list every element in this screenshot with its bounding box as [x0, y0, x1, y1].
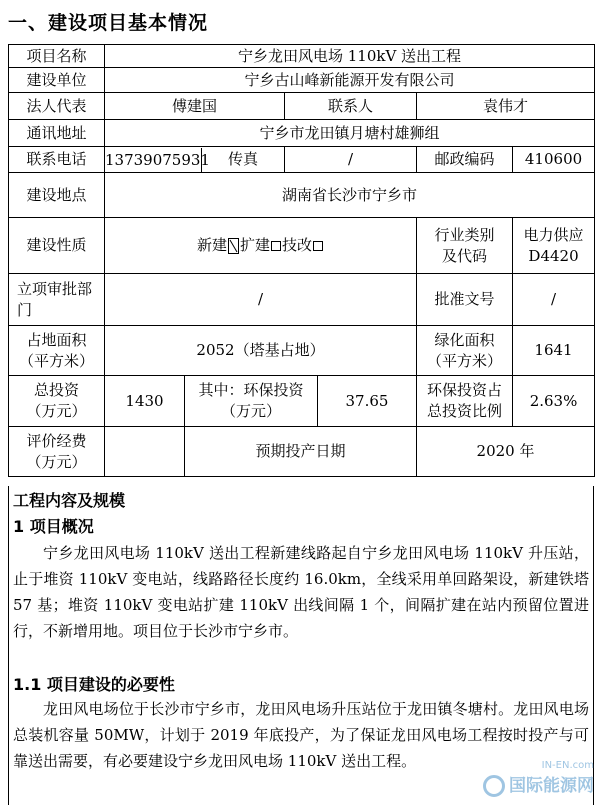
overview-paragraph: 宁乡龙田风电场 110kV 送出工程新建线路起自宁乡龙田风电场 110kV 升压站，止于堆资 110kV 变电站，线路路径长度约 16.0km，全线采用单回路架设，新建铁塔 57 基；堆资 110kV 变电站扩建 110kV 出线间隔 1 个，间隔扩建在站内预留位置进行，不新增用地。项目位于长沙市宁乡市。 [13, 544, 589, 640]
watermark [483, 760, 594, 797]
checkbox-checked-icon [228, 238, 239, 254]
green-label [417, 326, 513, 376]
green-label-line2: （平方米） [426, 351, 502, 370]
ratio-label-line1: 环保投资占 [426, 381, 502, 399]
industry-value-line2: D4420 [528, 246, 579, 265]
postcode-label: 邮政编码 [417, 147, 513, 173]
necessity-title: 1.1 项目建设的必要性 [13, 675, 175, 694]
section-heading: 一、建设项目基本情况 [8, 12, 209, 34]
date-label: 预期投产日期 [185, 427, 417, 477]
project-name-value: 宁乡龙田风电场 110kV 送出工程 [105, 45, 595, 68]
approval-doc-value: / [513, 274, 595, 326]
eval-label-line1: 评价经费 [26, 431, 87, 450]
approval-doc-label: 批准文号 [417, 274, 513, 326]
watermark-name: 国际能源网 [509, 776, 594, 796]
unit-value: 宁乡古山峰新能源开发有限公司 [105, 68, 595, 93]
contact-label: 联系人 [285, 93, 417, 120]
approval-dept-value: / [105, 274, 417, 326]
industry-value [513, 218, 595, 274]
eval-label-line2: （万元） [26, 452, 87, 471]
approval-dept-label-line1: 立项审批部 [17, 279, 93, 298]
ratio-label-line2: 总投资比例 [426, 402, 502, 420]
date-value: 2020 年 [417, 427, 595, 477]
table-row [9, 218, 595, 274]
env-invest-label-line2: （万元） [220, 402, 281, 420]
eval-value [105, 427, 185, 477]
necessity-paragraph: 龙田风电场位于长沙市宁乡市，龙田风电场升压站位于龙田镇冬塘村。龙田风电场总装机容量 50MW，计划于 2019 年底投产，为了保证龙田风电场工程按时投产与可靠送出需要，有必要建设宁乡龙田风电场 110kV 送出工程。 [13, 700, 589, 770]
watermark-domain: IN-EN.com [541, 760, 594, 771]
nature-value [105, 218, 417, 274]
table-row [9, 427, 595, 477]
contact-value: 袁伟才 [417, 93, 595, 120]
project-content-section [8, 486, 594, 805]
green-value: 1641 [513, 326, 595, 376]
area-label [9, 326, 105, 376]
approval-dept-label-line2: 门 [17, 300, 33, 319]
nature-expand: 扩建 [239, 236, 270, 254]
approval-dept-label [9, 274, 105, 326]
content-section-title: 工程内容及规模 [13, 491, 126, 510]
table-row [9, 274, 595, 326]
table-row [9, 376, 595, 427]
env-invest-label [185, 376, 318, 426]
table-row [9, 45, 595, 68]
env-invest-value: 37.65 [345, 391, 389, 410]
invest-value: 1430 [105, 376, 185, 427]
address-value: 宁乡市龙田镇月塘村雄狮组 [105, 120, 595, 147]
location-value: 湖南省长沙市宁乡市 [105, 173, 595, 218]
industry-value-line1: 电力供应 [523, 225, 584, 244]
fax-value: / [285, 147, 417, 173]
area-label-line2: （平方米） [18, 351, 94, 370]
table-row [9, 120, 595, 147]
table-row [9, 93, 595, 120]
env-invest-label-line1: 其中：环保投资 [198, 381, 304, 399]
checkbox-empty-icon [313, 241, 323, 251]
table-row [9, 173, 595, 218]
project-name-label: 项目名称 [9, 45, 105, 68]
checkbox-empty-icon [271, 241, 281, 251]
legal-rep-label: 法人代表 [9, 93, 105, 120]
phone-label: 联系电话 [9, 147, 105, 173]
green-label-line1: 绿化面积 [434, 330, 495, 349]
phone-number: 13739075931 [105, 148, 202, 172]
table-row [9, 326, 595, 376]
table-row [9, 147, 595, 173]
invest-label-line1: 总投资 [33, 381, 79, 399]
invest-label-line2: （万元） [26, 402, 87, 420]
industry-label-line1: 行业类别 [434, 225, 495, 244]
eval-label [9, 427, 105, 477]
postcode-value: 410600 [513, 147, 595, 173]
area-value: 2052（塔基占地） [105, 326, 417, 376]
project-info-table [8, 44, 595, 477]
location-label: 建设地点 [9, 173, 105, 218]
phone-value [105, 147, 285, 173]
unit-label: 建设单位 [9, 68, 105, 93]
address-label: 通讯地址 [9, 120, 105, 147]
env-invest-cell [185, 376, 417, 427]
fax-label: 传真 [227, 150, 258, 168]
table-row [9, 68, 595, 93]
ratio-label [417, 376, 513, 427]
area-label-line1: 占地面积 [26, 330, 87, 349]
invest-label [9, 376, 105, 427]
nature-label: 建设性质 [9, 218, 105, 274]
legal-rep-value: 傅建国 [105, 93, 285, 120]
industry-label-line2: 及代码 [441, 246, 487, 265]
nature-new: 新建 [196, 236, 227, 254]
overview-title: 1 项目概况 [13, 517, 94, 536]
industry-label [417, 218, 513, 274]
ratio-value: 2.63% [513, 376, 595, 427]
globe-logo-icon [483, 775, 505, 797]
nature-tech: 技改 [282, 236, 313, 254]
